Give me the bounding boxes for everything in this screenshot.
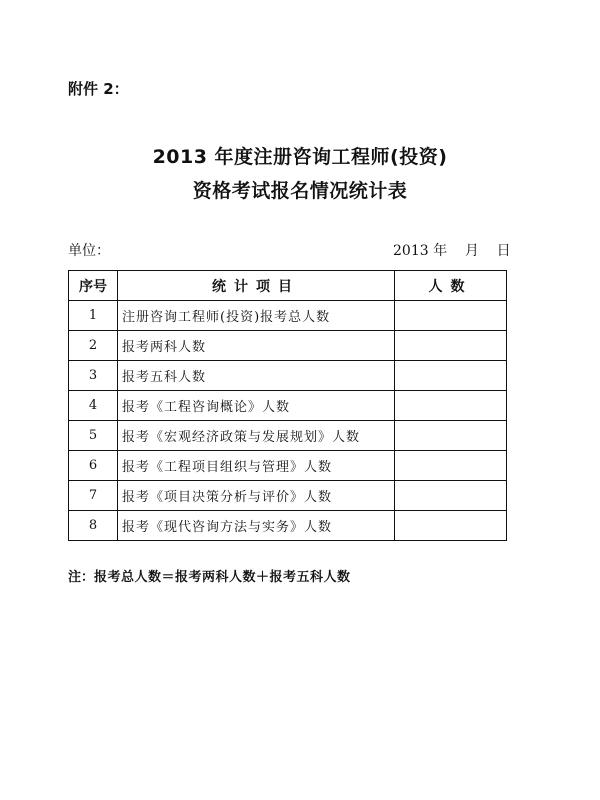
table-row bbox=[69, 361, 507, 391]
footnote-text: 报考总人数＝报考两科人数＋报考五科人数 bbox=[94, 570, 351, 585]
row-item: 报考《宏观经济政策与发展规划》人数 bbox=[118, 421, 395, 451]
table-row bbox=[69, 391, 507, 421]
table-header-row bbox=[69, 271, 507, 301]
attachment-label: 附件 2： bbox=[68, 80, 129, 98]
footnote bbox=[68, 566, 351, 585]
row-serial-number: 2 bbox=[69, 331, 118, 361]
row-item: 报考两科人数 bbox=[118, 331, 395, 361]
row-count-cell bbox=[395, 361, 507, 391]
document-title-line2: 资格考试报名情况统计表 bbox=[192, 180, 408, 202]
row-serial-number: 3 bbox=[69, 361, 118, 391]
row-serial-number: 6 bbox=[69, 451, 118, 481]
row-count-cell bbox=[395, 301, 507, 331]
table-row bbox=[69, 301, 507, 331]
row-serial-number: 4 bbox=[69, 391, 118, 421]
row-count-cell bbox=[395, 331, 507, 361]
unit-label: 单位： bbox=[68, 243, 110, 259]
table-row bbox=[69, 511, 507, 541]
header-statistic-item: 统计项目 bbox=[118, 271, 395, 301]
row-serial-number: 7 bbox=[69, 481, 118, 511]
table-row bbox=[69, 421, 507, 451]
statistics-table bbox=[68, 270, 507, 541]
row-count-cell bbox=[395, 391, 507, 421]
row-item: 报考《现代咨询方法与实务》人数 bbox=[118, 511, 395, 541]
date-label: 2013 年 月 日 bbox=[393, 243, 511, 259]
row-serial-number: 8 bbox=[69, 511, 118, 541]
table-row bbox=[69, 481, 507, 511]
header-serial-number: 序号 bbox=[69, 271, 118, 301]
row-item: 注册咨询工程师(投资)报考总人数 bbox=[118, 301, 395, 331]
header-count: 人数 bbox=[395, 271, 507, 301]
row-count-cell bbox=[395, 511, 507, 541]
document-title-line1: 2013 年度注册咨询工程师(投资) bbox=[152, 146, 448, 168]
row-item: 报考《工程项目组织与管理》人数 bbox=[118, 451, 395, 481]
row-item: 报考《项目决策分析与评价》人数 bbox=[118, 481, 395, 511]
row-count-cell bbox=[395, 451, 507, 481]
row-count-cell bbox=[395, 481, 507, 511]
row-serial-number: 1 bbox=[69, 301, 118, 331]
table-row bbox=[69, 331, 507, 361]
row-item: 报考五科人数 bbox=[118, 361, 395, 391]
table-row bbox=[69, 451, 507, 481]
footnote-label: 注： bbox=[68, 570, 95, 585]
row-count-cell bbox=[395, 421, 507, 451]
row-serial-number: 5 bbox=[69, 421, 118, 451]
row-item: 报考《工程咨询概论》人数 bbox=[118, 391, 395, 421]
